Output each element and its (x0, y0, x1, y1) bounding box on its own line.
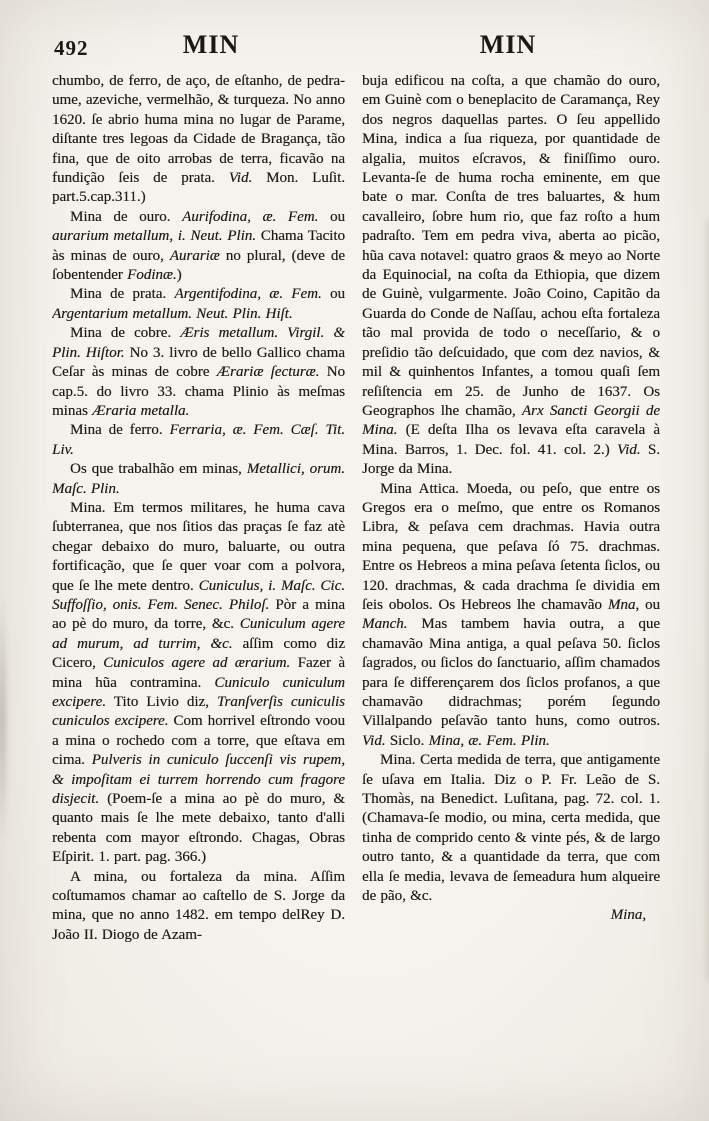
column-right (362, 72, 660, 945)
entry-metallici: Os que trabalhão em minas, Metallici, orum. Maſc. Plin. (52, 461, 345, 497)
page-number: 492 (54, 36, 89, 60)
entry-continuation-chumbo: chumbo, de ferro, de aço, de eſtanho, de pedra-ume, azeviche, vermelhão, & turqueza. No anno 1620. ſe abrio huma mina no lugar de Parame, diſtante tres legoas da Cidade de Bragança, tão fina, que de oito arrobas de terra, ficavão na fundição ſeis de prata. Vid. Mon. Luſit. part.5.cap.311.) (52, 73, 345, 206)
entry-mina-militar: Mina. Em termos militares, he huma cava ſubterranea, que nos ſitios das praças ſe faz atè chegar debaixo do muro, baluarte, ou outra fortificação, que ſe quer voar com a polvora, que ſe lhe mete dentro. Cuniculus, i. Maſc. Cic. Suffoſſio, onis. Fem. Senec. Philoſ. Pòr a mina ao pè do muro, da torre, &c. Cuniculum agere ad murum, ad turrim, &c. aſſim como diz Cicero, Cuniculos agere ad ærarium. Fazer à mina hũa contramina. Cuniculo cuniculum excipere. Tito Livio diz, Tranſverſis cuniculis cuniculos excipere. Com horrivel eſtrondo voou a mina o rochedo com a torre, que eſtava em cima. Pulveris in cuniculo ſuccenſi vis rupem, & impoſitam ei turrem horrendo cum fragore disjecit. (Poem-ſe a mina ao pè do muro, & quanto mais ſe lhe mete debaixo, tanto d'alli rebenta com mayor eſtrondo. Chagas, Obras Eſpirit. 1. part. pag. 366.) (52, 499, 345, 866)
entry-fortaleza-continuation: buja edificou na coſta, a que chamão do ouro, em Guinè com o beneplacito de Caramança, Rey dos negros daquellas partes. O ſeu appellido Mina, indica a ſua riqueza, por quantidade de algalia, muitos eſcravos, & finiſſimo ouro. Levanta-ſe de huma rocha eminente, em que bate o mar. Conſta de tres baluartes, & hum cavalleiro, ſobre hum rio, que faz roſto a hum padraſto. Tem em pedra viva, aberta ao picão, hũa cava notavel: quatro graos & meyo ao Norte da Equinocial, na coſta da Ethiopia, que dizem de Guinè, vulgarmente. João Coino, Capitão da Guarda do Conde de Naſſau, achou eſta fortaleza tão mal provida de todo o neceſſario, & o preſidio tão deſcuidado, que com dez navios, & mil & quinhentos Infantes, a tomou quaſi ſem reſiſtencia em 25. de Junho de 1637. Os Geographos lhe chamão, Arx Sancti Georgii de Mina. (E deſta Ilha os levava eſta caravela à Mina. Barros, 1. Dec. fol. 41. col. 2.) Vid. S. Jorge da Mina. (362, 73, 660, 478)
entry-mina-de-cobre: Mina de cobre. Æris metallum. Virgil. & Plin. Hiſtor. No 3. livro de bello Gallico chama Ceſar às minas de cobre Ærariæ ſecturæ. No cap.5. do livro 33. chama Plinio às meſmas minas Æraria metalla. (52, 325, 345, 419)
entry-mina-de-ferro: Mina de ferro. Ferraria, æ. Fem. Cæſ. Tit. Liv. (52, 422, 345, 458)
entry-mina-attica: Mina Attica. Moeda, ou peſo, que entre os Gregos era o meſmo, que entre os Romanos Libra, & peſava cem drachmas. Havia outra mina pequena, que peſava ſó 75. drachmas. Entre os Hebreos a mina peſava ſetenta ſiclos, ou 120. drachmas, & cada drachma ſe dividia em ſeis obolos. Os Hebreos lhe chamavão Mna, ou Manch. Mas tambem havia outra, a que chamavão Mina antiga, a qual peſava 50. ſiclos ſagrados, ou ſiclos do ſanctuario, aſſim chamados para ſe differençarem dos ſiclos profanos, a que chamavão didrachmas; porém ſegundo Villalpando peſavão tanto huns, como outros. Vid. Siclo. Mina, æ. Fem. Plin. (362, 480, 660, 749)
page-header (0, 0, 709, 68)
running-title-left: MIN (182, 30, 240, 59)
entry-fortaleza-da-mina: A mina, ou fortaleza da mina. Aſſim coſtumamos chamar ao caſtello de S. Jorge da mina, que no anno 1482. em tempo delRey D. João II. Diogo de Azam- (52, 868, 345, 943)
entry-mina-medida: Mina. Certa medida de terra, que antigamente ſe uſava em Italia. Diz o P. Fr. Leão de S. Thomàs, na Benedict. Luſitana, pag. 72. col. 1. (Chamava-ſe modio, ou mina, certa medida, que tinha de comprido cento & vinte pés, & de largo outro tanto, & a quantidade da terra, que com ella ſe media, levava de ſemeadura hum alqueire de pão, &c. (362, 752, 660, 905)
entry-mina-de-ouro: Mina de ouro. Aurifodina, æ. Fem. ou aurarium metallum, i. Neut. Plin. Chama Tacito às minas de ouro, Aurariæ no plural, (deve de ſobentender Fodinæ.) (52, 208, 345, 284)
entry-mina-de-prata: Mina de prata. Argentifodina, æ. Fem. ou Argentarium metallum. Neut. Plin. Hiſt. (52, 286, 345, 322)
catchword: Mina, (610, 907, 646, 924)
running-title-right: MIN (479, 30, 537, 59)
column-left (52, 72, 345, 945)
text-columns (52, 72, 660, 945)
